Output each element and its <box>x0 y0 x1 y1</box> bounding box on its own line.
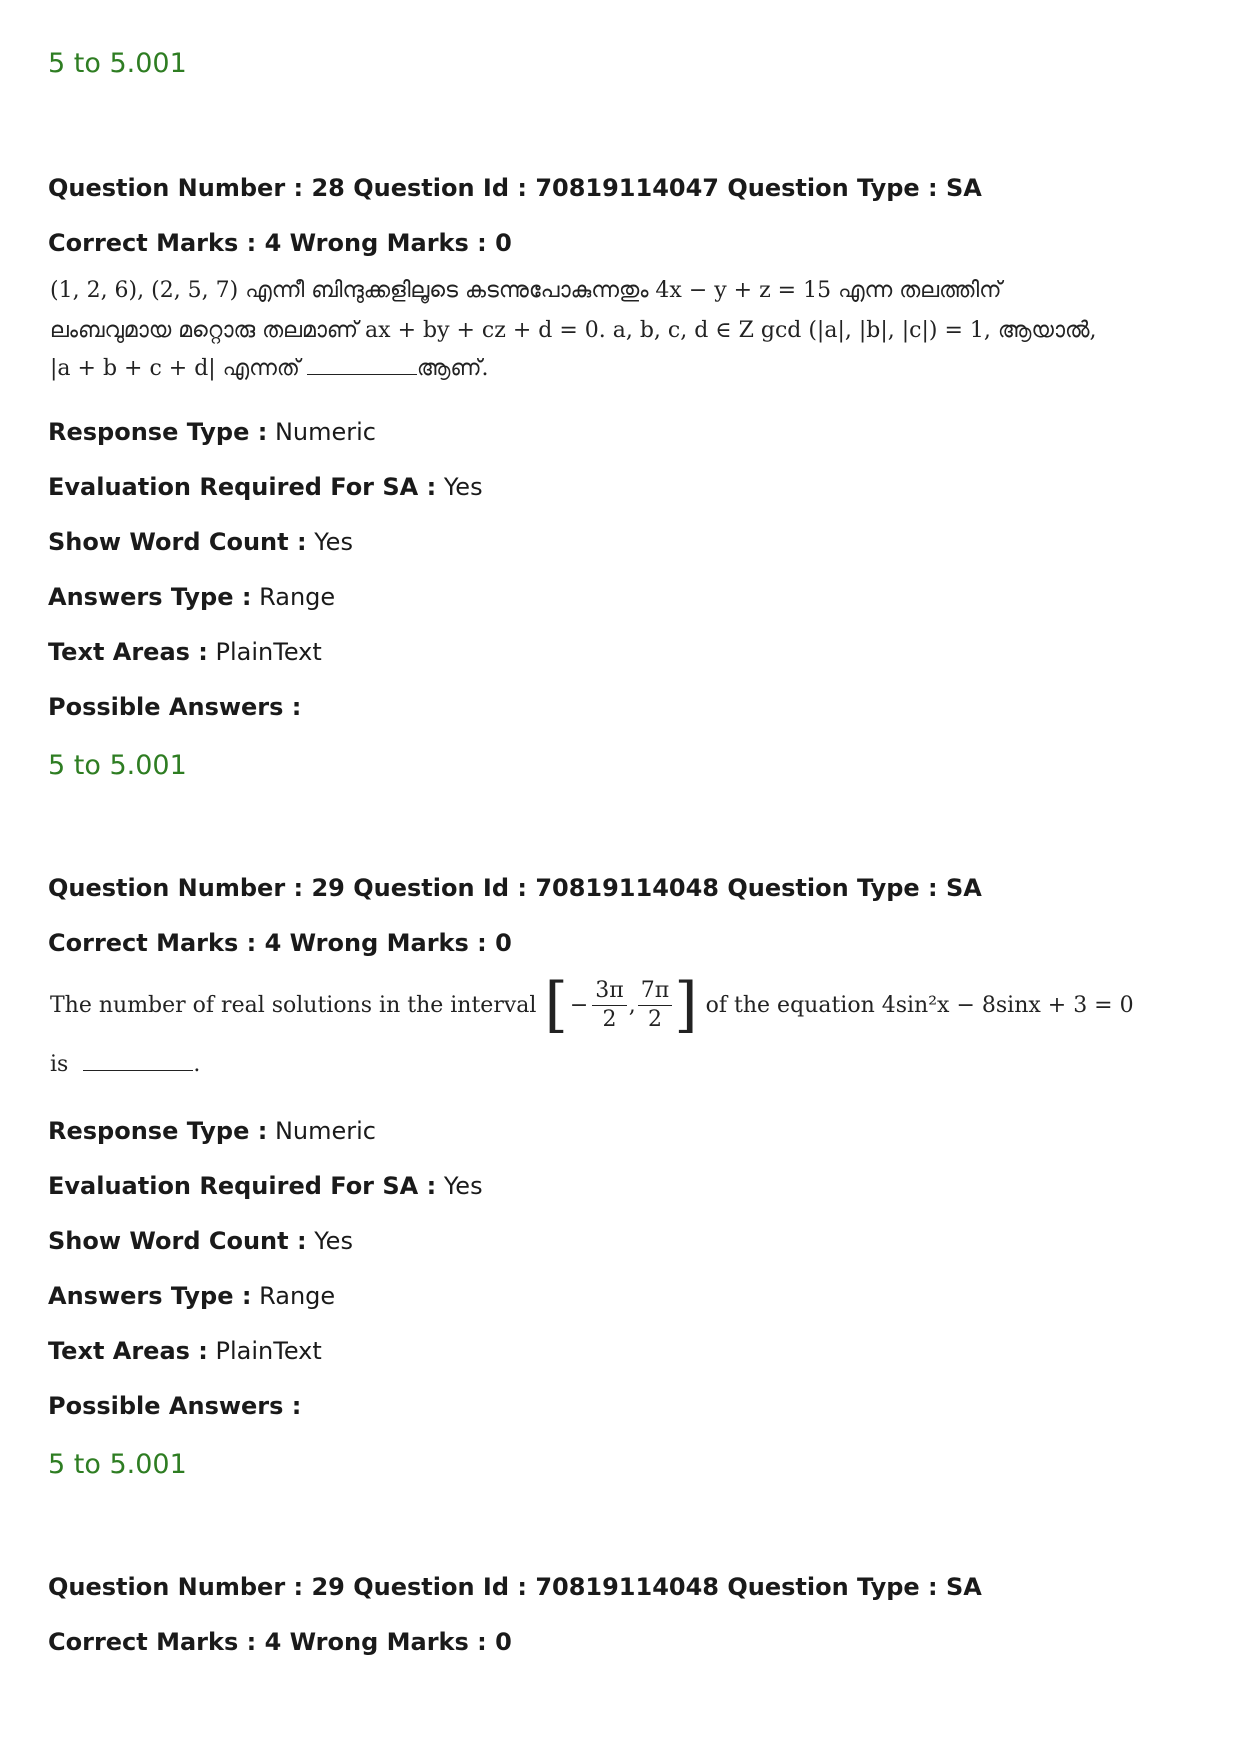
field-value: Yes <box>314 528 353 556</box>
answer-blank <box>307 374 417 375</box>
comma: , <box>628 992 636 1018</box>
field-value: PlainText <box>215 1337 322 1365</box>
question-image <box>50 970 1134 1088</box>
field-evaluation-required <box>48 473 483 501</box>
question-text-fragment: ആണ്. <box>416 356 489 381</box>
question-text-line <box>50 356 489 381</box>
fraction <box>592 977 626 1034</box>
field-value: PlainText <box>215 638 322 666</box>
period: . <box>193 1052 201 1077</box>
field-value: Yes <box>314 1227 353 1255</box>
fraction-denominator: 2 <box>602 1006 617 1032</box>
question-marks: Correct Marks : 4 Wrong Marks : 0 <box>48 229 512 257</box>
field-value: Numeric <box>274 418 376 446</box>
question-marks: Correct Marks : 4 Wrong Marks : 0 <box>48 1628 512 1656</box>
fraction-numerator: 3π <box>592 977 626 1006</box>
field-value: Numeric <box>274 1117 376 1145</box>
field-label: Show Word Count : <box>48 528 307 556</box>
field-value: Yes <box>443 1172 483 1200</box>
question-text-line <box>50 1052 200 1077</box>
field-label: Possible Answers : <box>48 1392 302 1420</box>
question-text-line <box>50 970 1134 1040</box>
field-possible-answers <box>48 693 301 721</box>
question-text-fragment: The number of real solutions in the interval <box>50 992 537 1018</box>
field-label: Evaluation Required For SA : <box>48 473 437 501</box>
field-label: Evaluation Required For SA : <box>48 1172 437 1200</box>
fraction-numerator: 7π <box>638 977 672 1006</box>
field-evaluation-required <box>48 1172 483 1200</box>
field-value: Range <box>259 583 336 611</box>
field-value: Range <box>259 1282 336 1310</box>
possible-answer: 5 to 5.001 <box>48 1449 187 1480</box>
question-header: Question Number : 28 Question Id : 70819114047 Question Type : SA <box>48 174 982 202</box>
field-label: Response Type : <box>48 1117 268 1145</box>
field-possible-answers <box>48 1392 301 1420</box>
field-label: Text Areas : <box>48 1337 208 1365</box>
field-text-areas <box>48 1337 322 1365</box>
field-answers-type <box>48 1282 335 1310</box>
possible-answer-top: 5 to 5.001 <box>48 48 187 79</box>
field-label: Response Type : <box>48 418 268 446</box>
question-text-fragment: is <box>50 1052 69 1077</box>
fraction-denominator: 2 <box>648 1006 662 1032</box>
question-text-fragment: of the equation 4sin²x − 8sinx + 3 = 0 <box>705 992 1134 1018</box>
question-image <box>50 272 1097 390</box>
field-label: Answers Type : <box>48 583 252 611</box>
field-label: Possible Answers : <box>48 693 302 721</box>
right-bracket: ] <box>674 970 698 1040</box>
question-text-line: ലംബവുമായ മറ്റൊരു തലമാണ് ax + by + cz + d = 0. a, b, c, d ∈ Z gcd (|a|, |b|, |c|) = 1, ആയാൽ, <box>50 318 1097 343</box>
fraction <box>638 977 672 1034</box>
question-text-line: (1, 2, 6), (2, 5, 7) എന്നീ ബിന്ദുക്കളിലൂടെ കടന്നുപോകുന്നതും 4x − y + z = 15 എന്ന തലത്തിന് <box>50 278 1002 303</box>
answer-blank <box>83 1070 193 1071</box>
question-text-fragment: |a + b + c + d| എന്നത് <box>50 356 300 381</box>
possible-answer: 5 to 5.001 <box>48 750 187 781</box>
field-value: Yes <box>443 473 483 501</box>
minus-sign: − <box>569 992 589 1018</box>
question-marks: Correct Marks : 4 Wrong Marks : 0 <box>48 929 512 957</box>
question-header: Question Number : 29 Question Id : 70819114048 Question Type : SA <box>48 1573 982 1601</box>
field-response-type <box>48 418 376 446</box>
question-header: Question Number : 29 Question Id : 70819114048 Question Type : SA <box>48 874 982 902</box>
field-text-areas <box>48 638 322 666</box>
field-label: Show Word Count : <box>48 1227 307 1255</box>
field-show-word-count <box>48 1227 353 1255</box>
field-label: Text Areas : <box>48 638 208 666</box>
field-label: Answers Type : <box>48 1282 252 1310</box>
left-bracket: [ <box>544 970 568 1040</box>
field-answers-type <box>48 583 335 611</box>
field-show-word-count <box>48 528 353 556</box>
field-response-type <box>48 1117 376 1145</box>
